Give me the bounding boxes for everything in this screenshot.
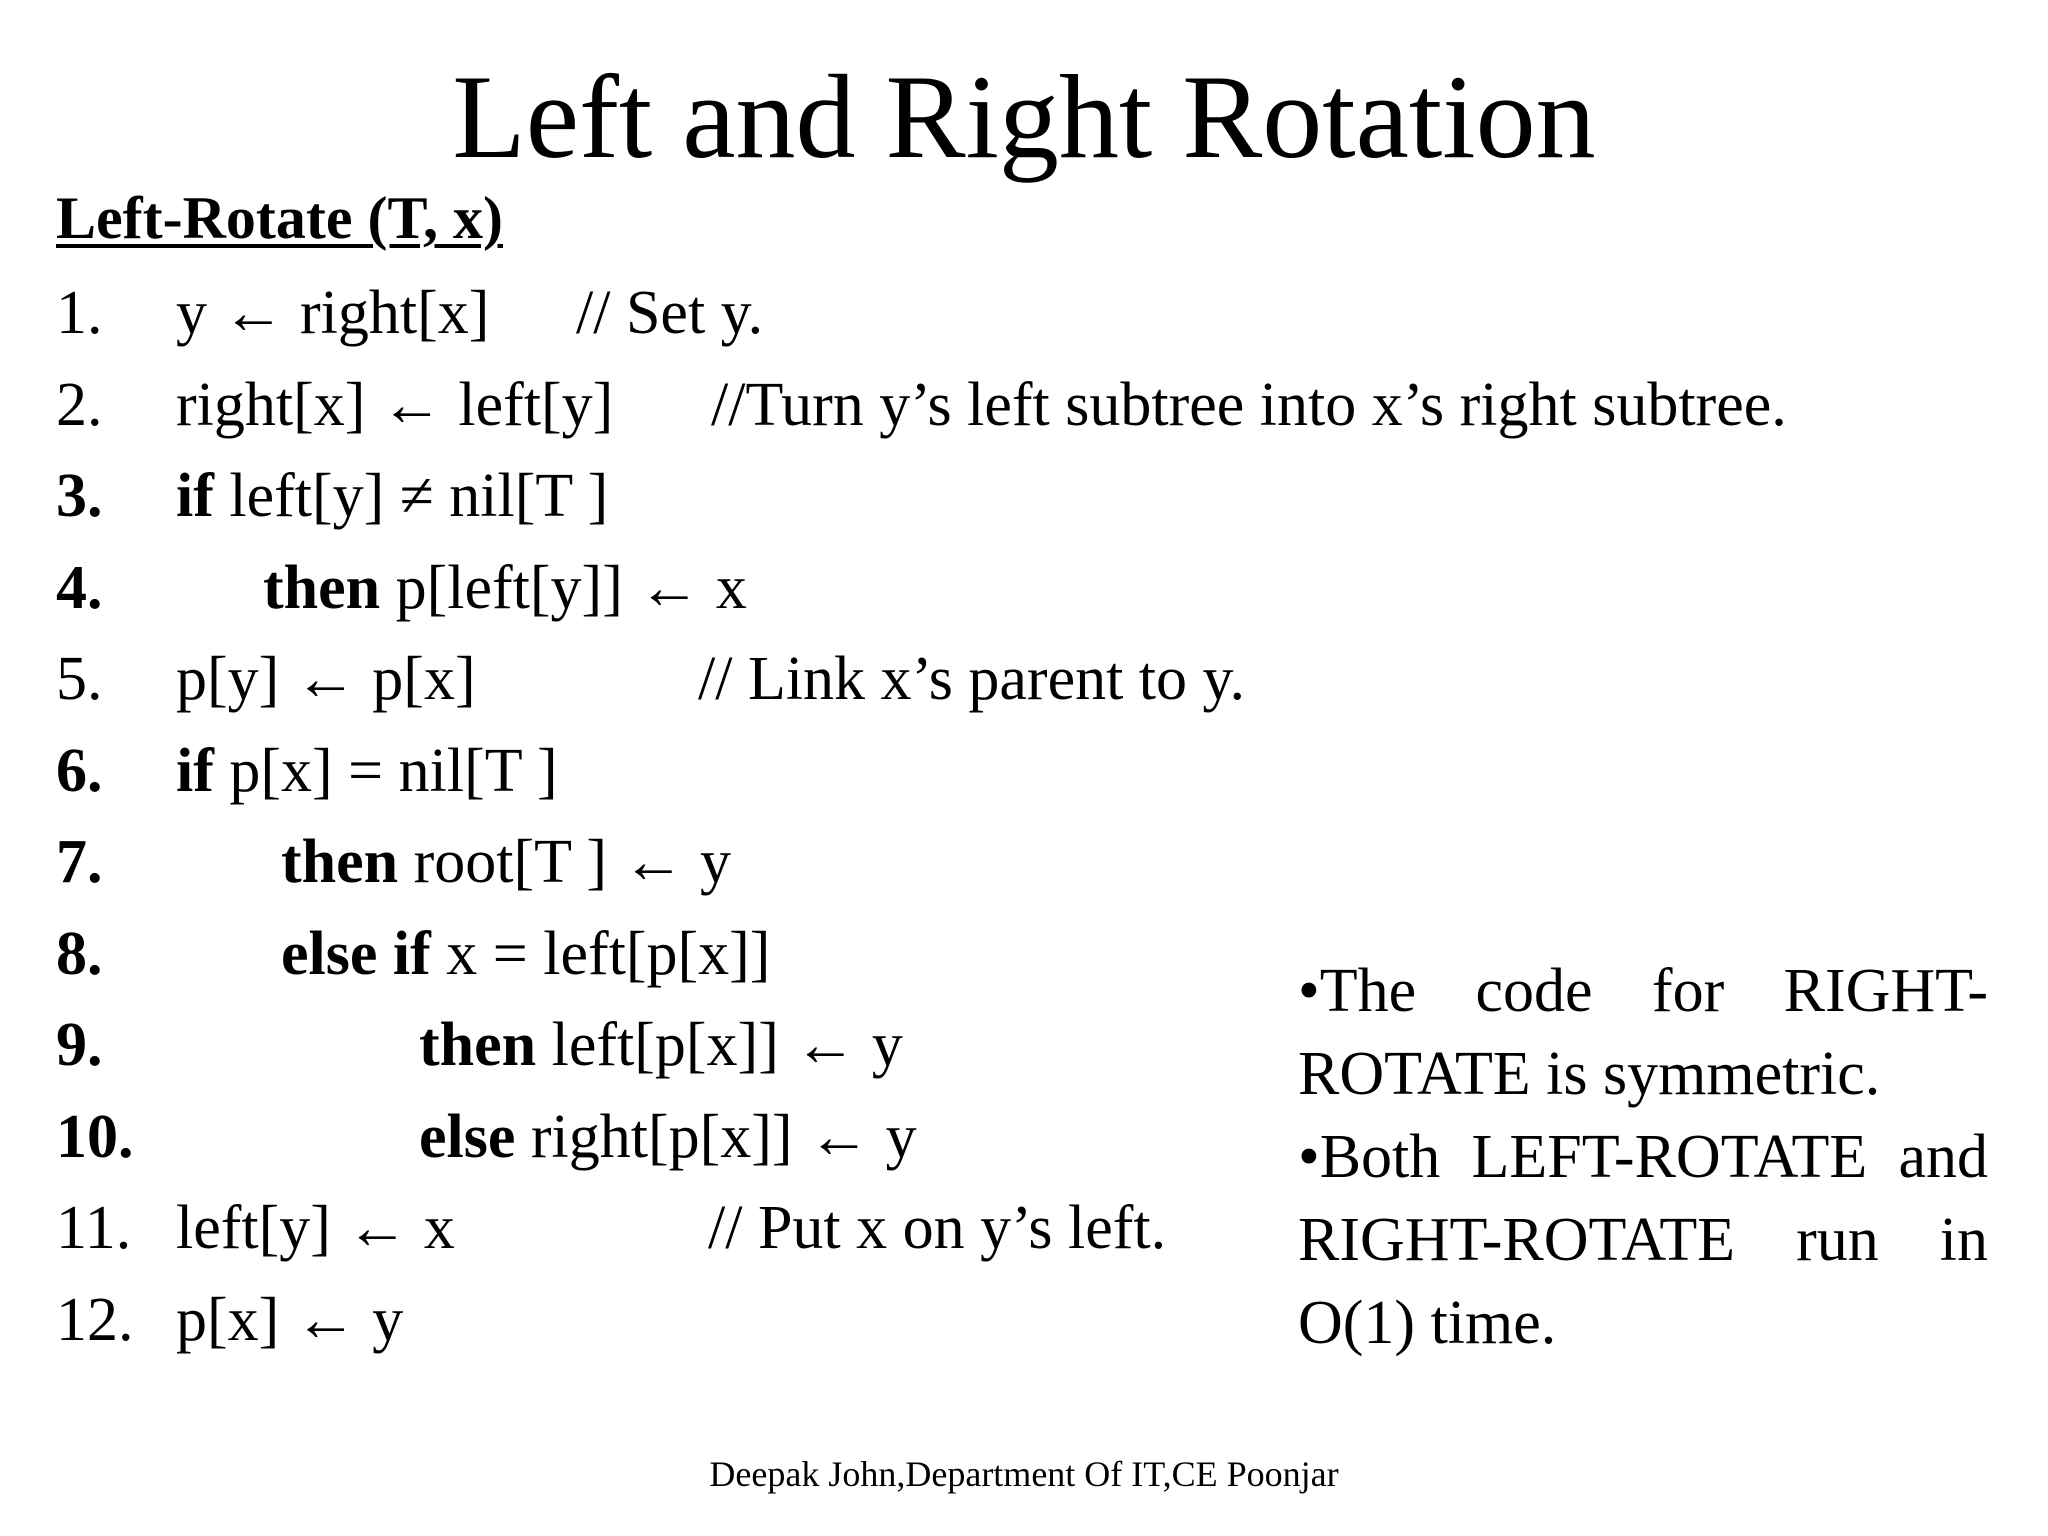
line-number: 12. xyxy=(56,1285,134,1354)
code-line-12 xyxy=(56,1275,1296,1367)
code-statement xyxy=(263,543,747,635)
slide-title: Left and Right Rotation xyxy=(452,50,1596,183)
code-keyword: else xyxy=(419,1102,516,1171)
code-keyword: then xyxy=(419,1011,537,1079)
code-statement xyxy=(176,1275,403,1367)
code-keyword: then xyxy=(263,553,381,622)
code-line-8 xyxy=(56,909,1296,1001)
code-comment: // Link x’s parent to y. xyxy=(698,645,1246,713)
code-line-7 xyxy=(56,817,1296,909)
code-line-9 xyxy=(56,1000,1296,1092)
line-number: 11. xyxy=(56,1194,132,1262)
code-statement xyxy=(176,634,476,726)
code-text: left[y] ≠ nil[T ] xyxy=(213,462,609,530)
code-line-1 xyxy=(56,268,1296,360)
line-number: 6. xyxy=(56,736,103,805)
code-comment: //Turn y’s left subtree into x’s right subtree. xyxy=(711,370,1787,439)
code-statement xyxy=(176,1183,455,1275)
algorithm-heading: Left-Rotate (T, x) xyxy=(56,185,504,251)
line-number: 7. xyxy=(56,828,103,896)
line-number: 1. xyxy=(56,279,103,347)
code-statement xyxy=(281,817,731,909)
code-statement xyxy=(176,360,613,452)
code-statement xyxy=(176,451,608,543)
symmetry-note xyxy=(1298,950,1988,1365)
code-line-10 xyxy=(56,1092,1296,1184)
code-text: p[left[y]] ← x xyxy=(380,553,747,622)
code-text: right[x] ← left[y] xyxy=(176,370,614,439)
code-line-11 xyxy=(56,1183,1296,1275)
code-text: p[x] ← y xyxy=(176,1285,404,1354)
code-statement xyxy=(176,268,489,360)
slide-footer: Deepak John,Department Of IT,CE Poonjar xyxy=(709,1454,1339,1494)
code-line-2 xyxy=(56,360,1787,452)
code-statement xyxy=(419,1092,917,1184)
code-keyword: else if xyxy=(281,919,431,988)
code-statement xyxy=(419,1000,903,1092)
code-comment: // Set y. xyxy=(576,279,764,347)
code-text: left[y] ← x xyxy=(176,1194,455,1262)
line-number: 3. xyxy=(56,462,103,530)
code-line-5 xyxy=(56,634,1296,726)
note-runtime: •Both LEFT-ROTATE and RIGHT-ROTATE run in O(1) time. xyxy=(1298,1123,1988,1357)
code-text: p[y] ← p[x] xyxy=(176,645,476,713)
code-keyword: if xyxy=(176,736,214,805)
line-number: 10. xyxy=(56,1102,134,1171)
code-statement xyxy=(176,726,558,818)
code-text: p[x] = nil[T ] xyxy=(213,736,558,805)
line-number: 8. xyxy=(56,919,103,988)
code-text: x = left[p[x]] xyxy=(430,919,771,988)
code-text: root[T ] ← y xyxy=(398,828,732,896)
code-text: left[p[x]] ← y xyxy=(536,1011,903,1079)
code-comment: // Put x on y’s left. xyxy=(708,1194,1167,1262)
code-statement xyxy=(281,909,770,1001)
line-number: 4. xyxy=(56,553,103,622)
code-text: right[p[x]] ← y xyxy=(515,1102,917,1171)
note-symmetric: •The code for RIGHT-ROTATE is symmetric. xyxy=(1298,957,1988,1108)
line-number: 2. xyxy=(56,370,103,439)
code-line-4 xyxy=(56,543,1296,635)
line-number: 9. xyxy=(56,1011,103,1079)
line-number: 5. xyxy=(56,645,103,713)
code-keyword: if xyxy=(176,462,214,530)
code-line-6 xyxy=(56,726,1296,818)
code-text: y ← right[x] xyxy=(176,279,490,347)
code-keyword: then xyxy=(281,828,399,896)
code-line-3 xyxy=(56,451,1296,543)
